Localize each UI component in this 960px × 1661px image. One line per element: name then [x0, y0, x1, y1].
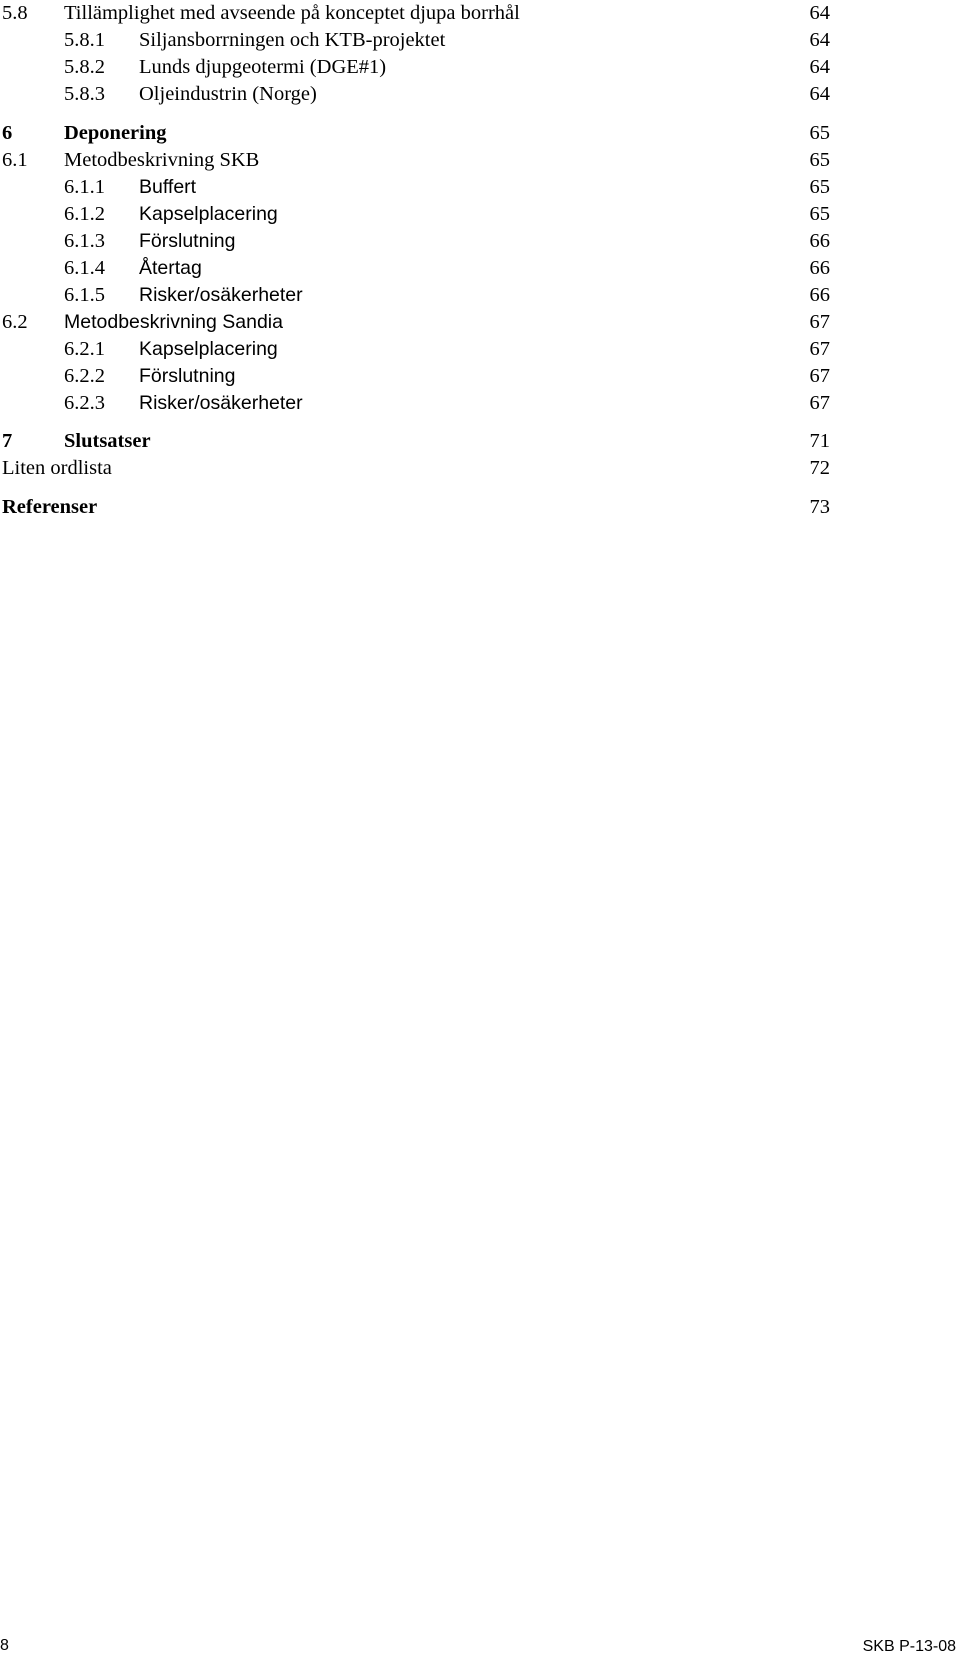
toc-row-referenser [0, 494, 830, 521]
toc-number: 6.2.1 [64, 338, 105, 360]
toc-row-6-1-2 [0, 201, 830, 228]
toc-title: Siljansborrningen och KTB-projektet [139, 29, 446, 51]
toc-number: 6.2.3 [64, 392, 105, 414]
toc-title: Referenser [2, 496, 98, 518]
toc-page: 64 [809, 29, 830, 51]
toc-title: Risker/osäkerheter [139, 284, 303, 306]
toc-number: 7 [2, 430, 13, 452]
toc-title: Buffert [139, 176, 197, 198]
toc-title: Tillämplighet med avseende på konceptet djupa borrhål [64, 2, 520, 24]
toc-page: 73 [809, 496, 830, 518]
toc-page: 64 [809, 2, 830, 24]
toc-page: 66 [809, 257, 830, 279]
toc-page: 72 [809, 457, 830, 479]
toc-page: 67 [809, 338, 830, 360]
toc-page: 65 [809, 122, 830, 144]
toc-page: 66 [809, 284, 830, 306]
toc-title: Återtag [139, 257, 202, 279]
toc-number: 6.1.5 [64, 284, 105, 306]
report-id: SKB P-13-08 [862, 1638, 956, 1655]
toc-row-7 [0, 428, 830, 455]
toc-row-6-1-1 [0, 174, 830, 201]
toc-row-6-2-3 [0, 390, 830, 417]
toc-number: 6.1.1 [64, 176, 105, 198]
toc-number: 6.1.2 [64, 203, 105, 225]
toc-number: 5.8.3 [64, 83, 105, 105]
toc-number: 6.2.2 [64, 365, 105, 387]
toc-row-6 [0, 120, 830, 147]
toc-row-6-1-5 [0, 282, 830, 309]
toc-row-6-2 [0, 309, 830, 336]
toc-page: 67 [809, 392, 830, 414]
toc-page: 66 [809, 230, 830, 252]
toc-row-5-8 [0, 0, 830, 27]
toc-title: Kapselplacering [139, 203, 278, 225]
toc-row-5-8-1 [0, 27, 830, 54]
toc-row-6-1 [0, 147, 830, 174]
toc-row-6-1-3 [0, 228, 830, 255]
toc-title: Slutsatser [64, 430, 151, 452]
toc-number: 6.1 [2, 149, 28, 171]
toc-number: 5.8.1 [64, 29, 105, 51]
toc-title: Metodbeskrivning SKB [64, 149, 260, 171]
toc-row-6-2-2 [0, 363, 830, 390]
table-of-contents [0, 0, 960, 520]
toc-title: Metodbeskrivning Sandia [64, 311, 283, 333]
toc-row-5-8-2 [0, 54, 830, 81]
toc-title: Lunds djupgeotermi (DGE#1) [139, 56, 387, 78]
toc-number: 6.1.3 [64, 230, 105, 252]
toc-page: 65 [809, 176, 830, 198]
toc-title: Deponering [64, 122, 167, 144]
toc-page: 64 [809, 83, 830, 105]
toc-row-6-1-4 [0, 255, 830, 282]
toc-number: 6.2 [2, 311, 28, 333]
toc-page: 64 [809, 56, 830, 78]
page-number: 8 [0, 1637, 9, 1654]
toc-title: Risker/osäkerheter [139, 392, 303, 414]
toc-title: Liten ordlista [2, 457, 112, 479]
toc-row-6-2-1 [0, 336, 830, 363]
toc-title: Kapselplacering [139, 338, 278, 360]
toc-number: 6.1.4 [64, 257, 105, 279]
toc-row-liten-ordlista [0, 455, 830, 482]
toc-page: 67 [809, 311, 830, 333]
toc-title: Förslutning [139, 365, 236, 387]
toc-number: 6 [2, 122, 13, 144]
toc-title: Förslutning [139, 230, 236, 252]
toc-title: Oljeindustrin (Norge) [139, 83, 317, 105]
toc-page: 65 [809, 149, 830, 171]
toc-number: 5.8 [2, 2, 28, 24]
toc-row-5-8-3 [0, 81, 830, 108]
toc-page: 67 [809, 365, 830, 387]
toc-number: 5.8.2 [64, 56, 105, 78]
toc-page: 65 [809, 203, 830, 225]
toc-page: 71 [809, 430, 830, 452]
